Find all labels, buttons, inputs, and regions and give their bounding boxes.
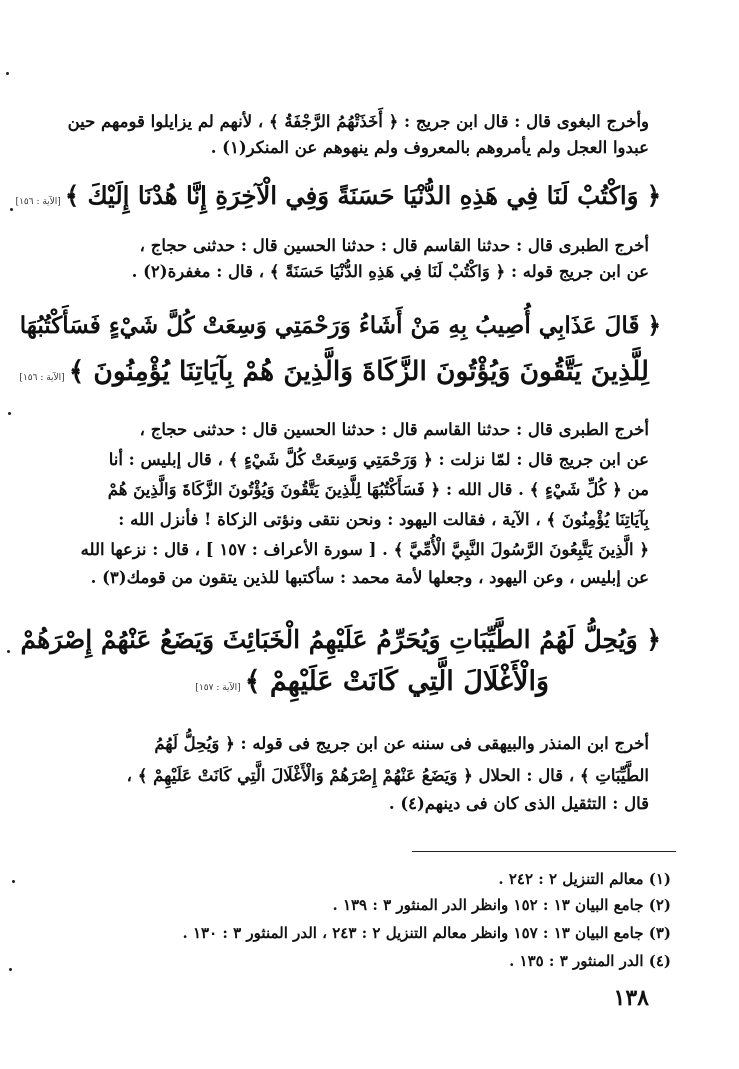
para4-line2: الطَّيِّبَاتِ ﴾ ، قال : الحلال ﴿ وَيَضَعُ عَنْهُمْ إِصْرَهُمْ وَالْأَغْلَالَ الَّتِي كَانَتْ عَلَيْهِمْ ﴾ ، (126, 766, 649, 785)
para3-line6: عن إبليس ، وعن اليهود ، وجعلها لأمة محمد : سأكتبها للذين يتقون من قومك(٣) . (90, 568, 649, 587)
verse1-text: ﴿ وَاكْتُبْ لَنَا فِي هَذِهِ الدُّنْيَا حَسَنَةً وَفِي الْآخِرَةِ إِنَّا هُدْنَا إِلَيْكَ ﴾ (64, 181, 661, 210)
verse3-line1: ﴿ وَيُحِلُّ لَهُمُ الطَّيِّبَاتِ وَيُحَرِّمُ عَلَيْهِمُ الْخَبَائِثَ وَيَضَعُ عَنْهُمْ إِصْرَهُمْ (20, 625, 661, 654)
verse2-line1: ﴿ قَالَ عَذَابِي أُصِيبُ بِهِ مَنْ أَشَاءُ وَرَحْمَتِي وَسِعَتْ كُلَّ شَيْءٍ فَسَأَكْتُبُهَا (19, 312, 661, 339)
scan-speck (10, 208, 13, 211)
verse1-ref: [الآية : ١٥٦] (15, 197, 61, 207)
para3-line4: بِآيَاتِنَا يُؤْمِنُونَ ﴾ ، الآية ، فقالت اليهود : ونحن نتقى ونؤتى الزكاة ! فأنزل الله : (118, 510, 649, 529)
verse2-ref: [الآية : ١٥٦] (19, 373, 65, 383)
para3-line2: عن ابن جريج قال : لمّا نزلت : ﴿ وَرَحْمَتِي وَسِعَتْ كُلَّ شَيْءٍ ﴾ ، قال إبليس : أنا (108, 450, 649, 469)
verse2-line2-wrap (19, 352, 649, 398)
footnote-divider (412, 851, 676, 852)
verse2-line2: لِلَّذِينَ يَتَّقُونَ وَيُؤْتُونَ الزَّكَاةَ وَالَّذِينَ هُمْ بِآيَاتِنَا يُؤْمِنُونَ ﴾ (68, 356, 649, 387)
para1-line2: عبدوا العجل ولم يأمروهم بالمعروف ولم ينهوهم عن المنكر(١) . (210, 138, 649, 157)
scan-speck (12, 880, 15, 883)
verse3-line2-wrap (195, 662, 549, 708)
scan-speck (6, 72, 9, 75)
scan-speck (7, 650, 10, 653)
page-number: ١٣٨ (613, 985, 649, 1011)
scan-speck (8, 412, 11, 415)
footnote-4: (٤) الدر المنثور ٣ : ١٣٥ . (509, 952, 671, 970)
scan-speck (9, 968, 12, 971)
para3-line5: ﴿ الَّذِينَ يَتَّبِعُونَ الرَّسُولَ النَّبِيَّ الْأُمِّيَّ ﴾ . [ سورة الأعراف : ١٥٧ ] ، قال : نزعها الله (80, 540, 649, 559)
footnote-1: (١) معالم التنزيل ٢ : ٢٤٢ . (498, 870, 671, 888)
para3-line1: أخرج الطبرى قال : حدثنا القاسم قال : حدثنا الحسين قال : حدثنى حجاج ، (139, 420, 649, 439)
verse1 (16, 176, 661, 222)
para4-line1: أخرج ابن المنذر والبيهقى فى سننه عن ابن جريج فى قوله : ﴿ وَيُحِلُّ لَهُمُ (154, 734, 649, 753)
para2-line2: عن ابن جريج قوله : ﴿ وَاكْتُبْ لَنَا فِي هَذِهِ الدُّنْيَا حَسَنَةً ﴾ ، قال : مغفرة(٢) . (131, 262, 649, 281)
footnote-3: (٣) جامع البيان ١٣ : ١٥٧ وانظر معالم التنزيل ٢ : ٢٤٣ ، الدر المنثور ٣ : ١٣٠ . (182, 924, 671, 942)
para1-line1: وأخرج البغوى قال : قال ابن جريج : ﴿ أَخَذَتْهُمُ الرَّجْفَةُ ﴾ ، لأنهم لم يزايلوا قومهم حين (67, 112, 649, 131)
para3-line3: من ﴿ كُلِّ شَيْءٍ ﴾ . قال الله : ﴿ فَسَأَكْتُبُهَا لِلَّذِينَ يَتَّقُونَ وَيُؤْتُونَ الزَّكَاةَ وَالَّذِينَ هُمْ (107, 480, 649, 499)
verse3-line2: وَالْأَغْلَالَ الَّتِي كَانَتْ عَلَيْهِمْ ﴾ (244, 666, 549, 697)
verse3-ref: [الآية : ١٥٧] (195, 683, 241, 693)
para4-line3: قال : التثقيل الذى كان فى دينهم(٤) . (388, 794, 649, 813)
footnote-2: (٢) جامع البيان ١٣ : ١٥٢ وانظر الدر المنثور ٣ : ١٣٩ . (332, 896, 671, 914)
para2-line1: أخرج الطبرى قال : حدثنا القاسم قال : حدثنا الحسين قال : حدثنى حجاج ، (139, 236, 649, 255)
